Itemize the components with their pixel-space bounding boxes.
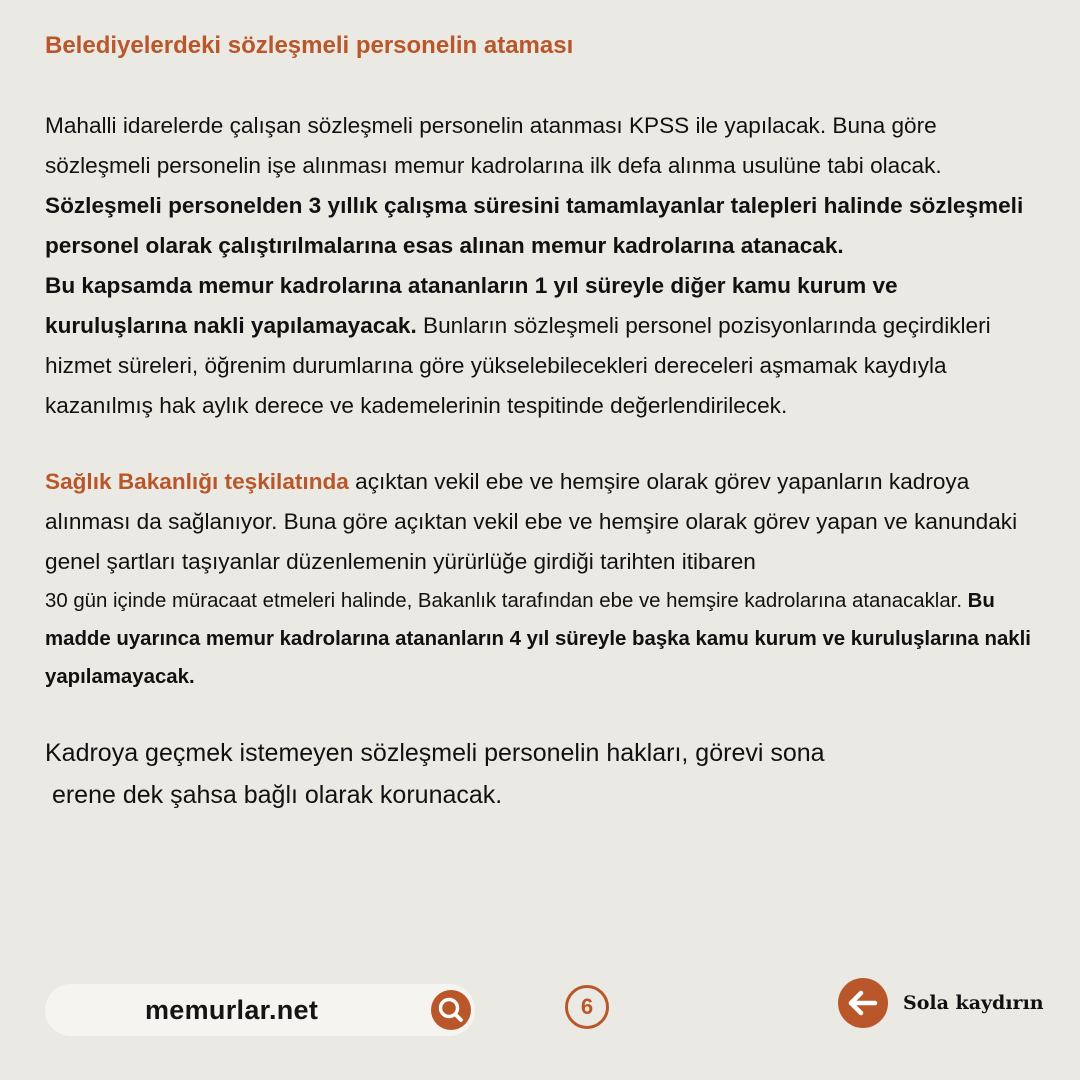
- article: [45, 28, 1035, 816]
- health-ministry-text: açıktan vekil ebe ve hemşire olarak görev yapanların kadroya alınması da sağlanıyor. Buna göre açıktan vekil ebe ve hemşire olarak görev yapan ve kanundaki genel şartları taşıyanlar düzenlemenin yürürlüğe girdiği tarihten itibaren: [45, 469, 1018, 574]
- paragraph-contract-staff: [45, 106, 1035, 426]
- page-title: Belediyelerdeki sözleşmeli personelin ataması: [45, 32, 574, 59]
- contract-staff-intro: Mahalli idarelerde çalışan sözleşmeli personelin atanması KPSS ile yapılacak. Buna göre sözleşmeli personelin işe alınması memur kadrolarına ilk defa alınma usulüne tabi olacak.: [45, 113, 942, 178]
- health-ministry-30-days: 30 gün içinde müracaat etmeleri halinde, Bakanlık tarafından ebe ve hemşire kadrolarına atanacaklar.: [45, 590, 962, 612]
- swipe-left-button[interactable]: [838, 978, 888, 1028]
- arrow-left-icon: [838, 978, 888, 1028]
- contract-staff-bold-3-years: Sözleşmeli personelden 3 yıllık çalışma süresini tamamlayanlar talepleri halinde sözleşmeli personel olarak çalıştırılmalarına esas alınan memur kadrolarına atanacak.: [45, 193, 1024, 258]
- rights-line-1: Kadroya geçmek istemeyen sözleşmeli personelin hakları, görevi sona: [45, 739, 825, 767]
- search-button[interactable]: [431, 990, 471, 1030]
- contract-staff-bold-1-year: Bu kapsamda memur kadrolarına atananların 1 yıl süreyle diğer kamu kurum ve kuruluşlarına nakli yapılamayacak.: [45, 273, 898, 338]
- paragraph-health-ministry-cont: [45, 582, 1035, 696]
- swipe-left-label: Sola kaydırın: [903, 992, 1044, 1014]
- paragraph-rights-protected: [45, 732, 1035, 816]
- search-bar[interactable]: [45, 984, 475, 1036]
- site-name: memurlar.net: [145, 995, 319, 1025]
- contract-staff-service-time: Bunların sözleşmeli personel pozisyonlarında geçirdikleri hizmet süreleri, öğrenim durumlarına göre yükselebilecekleri dereceleri aşmamak kaydıyla kazanılmış hak aylık derece ve kademelerinin tespitinde değerlendirilecek.: [45, 313, 991, 418]
- paragraph-health-ministry: [45, 462, 1035, 582]
- health-ministry-bold-4-years: Bu madde uyarınca memur kadrolarına atananların 4 yıl süreyle başka kamu kurum ve kuruluşlarına nakli yapılamayacak.: [45, 590, 1031, 688]
- search-icon: [431, 990, 471, 1030]
- health-ministry-highlight: Sağlık Bakanlığı teşkilatında: [45, 469, 349, 494]
- rights-line-2: erene dek şahsa bağlı olarak korunacak.: [45, 781, 503, 809]
- page-number-badge: 6: [565, 985, 609, 1029]
